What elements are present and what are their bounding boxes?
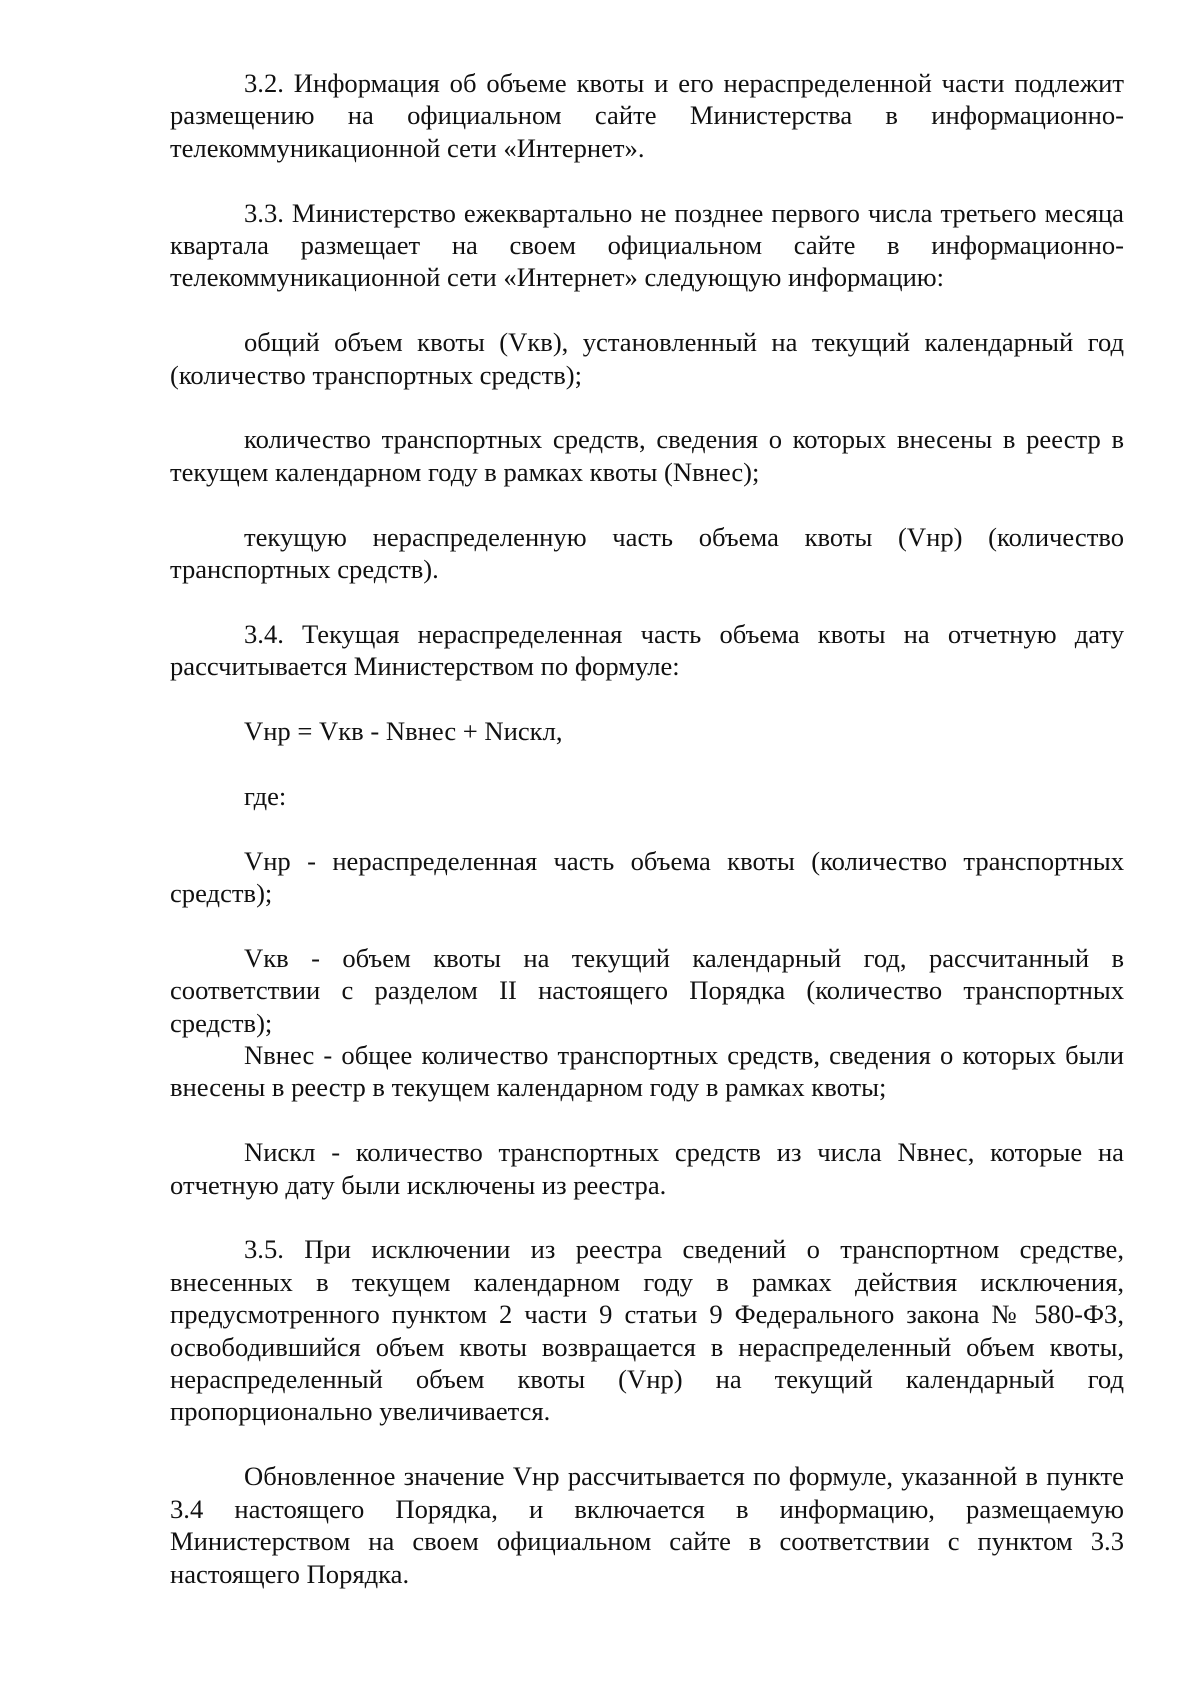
definition-nvnes: Nвнес - общее количество транспортных средств, сведения о которых были внесены в реестр в текущем календарном году в рамках квоты;: [170, 1040, 1124, 1103]
paragraph-3-4: 3.4. Текущая нераспределенная часть объема квоты на отчетную дату рассчитывается Министерством по формуле:: [170, 618, 1124, 682]
formula: Vнр = Vкв - Nвнес + Nискл,: [244, 716, 563, 747]
paragraph-3-5: 3.5. При исключении из реестра сведений о транспортном средстве, внесенных в текущем календарном году в рамках действия исключения, предусмотренного пунктом 2 части 9 статьи 9 Федерального закона № 580-ФЗ, освободившийся объем квоты возвращается в нераспределенный объем квоты, нераспределенный объем квоты (Vнр) на текущий календарный год пропорционально увеличивается.: [170, 1234, 1124, 1427]
definition-vkv: Vкв - объем квоты на текущий календарный год, рассчитанный в соответствии с разделом II настоящего Порядка (количество транспортных средств);: [170, 942, 1124, 1038]
paragraph-3-3: 3.3. Министерство ежеквартально не позднее первого числа третьего месяца квартала размещает на своем официальном сайте в информационно-телекоммуникационной сети «Интернет» следующую информацию:: [170, 197, 1124, 293]
definition-vnr: Vнр - нераспределенная часть объема квоты (количество транспортных средств);: [170, 845, 1124, 909]
definition-niskl: Nискл - количество транспортных средств из числа Nвнес, которые на отчетную дату были исключены из реестра.: [170, 1137, 1124, 1200]
list-item-quota-total: общий объем квоты (Vкв), установленный на текущий календарный год (количество транспортных средств);: [170, 327, 1124, 390]
paragraph-updated-value: Обновленное значение Vнр рассчитывается по формуле, указанной в пункте 3.4 настоящего Порядка, и включается в информацию, размещаемую Министерством на своем официальном сайте в соответствии с пунктом 3.3 настоящего Порядка.: [170, 1461, 1124, 1589]
list-item-unallocated-part: текущую нераспределенную часть объема квоты (Vнр) (количество транспортных средств).: [170, 521, 1124, 585]
formula-where-label: где:: [244, 780, 287, 811]
document-page: [170, 67, 1124, 1622]
list-item-registered-count: количество транспортных средств, сведения о которых внесены в реестр в текущем календарном году в рамках квоты (Nвнес);: [170, 424, 1124, 487]
paragraph-3-2: 3.2. Информация об объеме квоты и его нераспределенной части подлежит размещению на официальном сайте Министерства в информационно-телекоммуникационной сети «Интернет».: [170, 68, 1124, 163]
